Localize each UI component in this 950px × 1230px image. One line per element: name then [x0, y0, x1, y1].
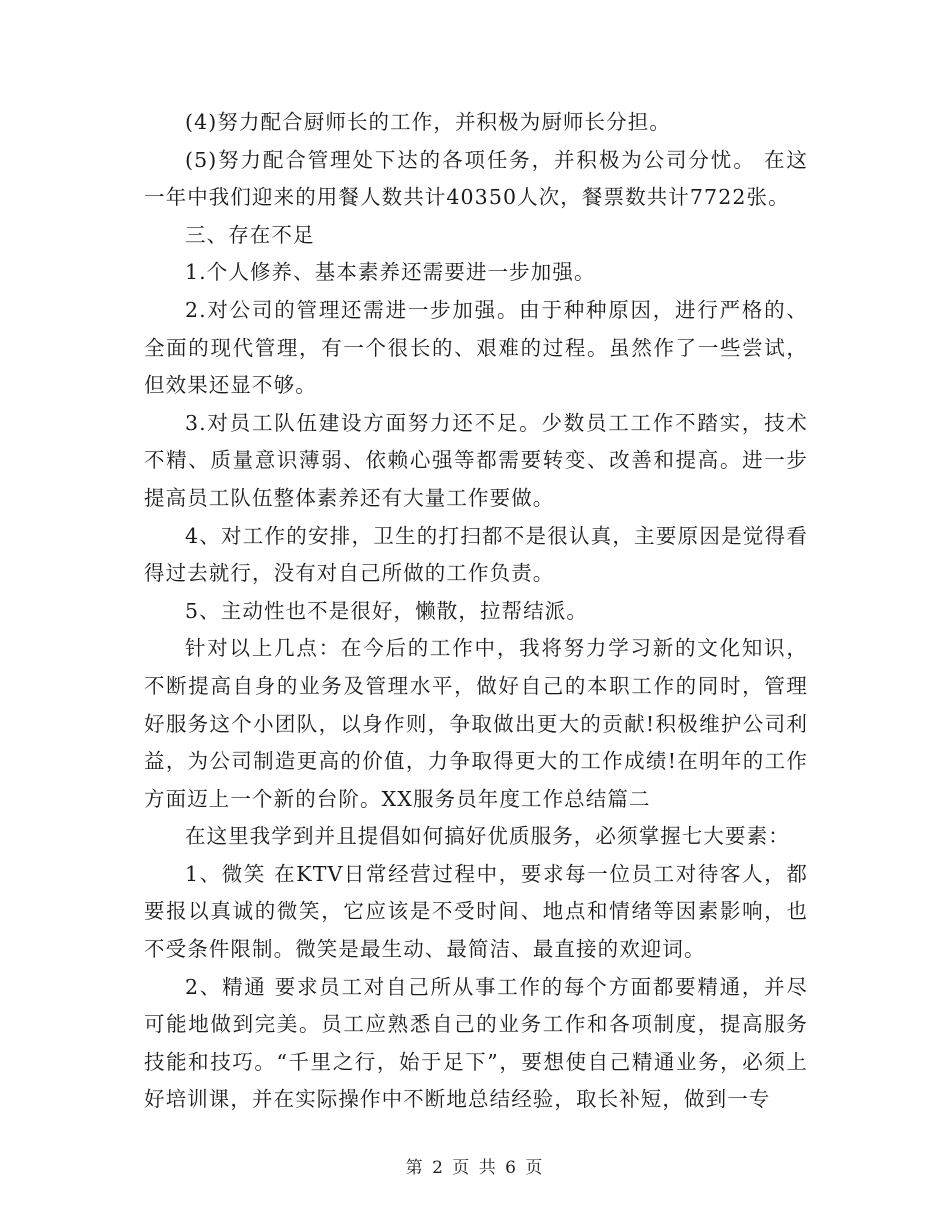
page-number-footer: 第 2 页 共 6 页 [405, 1158, 545, 1178]
section-heading-shortcomings: 三、存在不足 [185, 222, 315, 247]
paragraph-duty-5: (5)努力配合管理处下达的各项任务，并积极为公司分忧。 在这一年中我们迎来的用餐人数共计40350人次，餐票数共计7722张。 [144, 147, 808, 210]
document-body [144, 104, 808, 1119]
paragraph-shortcoming-5: 5、主动性也不是很好，懒散，拉帮结派。 [185, 598, 588, 623]
paragraph-element-smile: 1、微笑 在KTV日常经营过程中，要求每一位员工对待客人，都要报以真诚的微笑，它应该是不受时间、地点和情绪等因素影响，也不受条件限制。微笑是最生动、最简洁、最直接的欢迎词。 [144, 861, 808, 962]
paragraph-improvement-plan: 针对以上几点：在今后的工作中，我将努力学习新的文化知识，不断提高自身的业务及管理水平，做好自己的本职工作的同时，管理好服务这个小团队，以身作则，争取做出更大的贡献!积极维护公司利益，为公司制造更高的价值，力争取得更大的工作成绩!在明年的工作方面迈上一个新的台阶。XX服务员年度工作总结篇二 [144, 636, 808, 811]
paragraph-seven-elements-intro: 在这里我学到并且提倡如何搞好优质服务，必须掌握七大要素： [185, 824, 790, 849]
paragraph-element-proficiency: 2、精通 要求员工对自己所从事工作的每个方面都要精通，并尽可能地做到完美。员工应熟悉自己的业务工作和各项制度，提高服务技能和技巧。“千里之行，始于足下”，要想使自己精通业务，必须上好培训课，并在实际操作中不断地总结经验，取长补短，做到一专 [144, 974, 808, 1112]
paragraph-shortcoming-1: 1.个人修养、基本素养还需要进一步加强。 [185, 260, 596, 285]
paragraph-shortcoming-3: 3.对员工队伍建设方面努力还不足。少数员工工作不踏实，技术不精、质量意识薄弱、依赖心强等都需要转变、改善和提高。进一步提高员工队伍整体素养还有大量工作要做。 [144, 410, 808, 510]
paragraph-shortcoming-2: 2.对公司的管理还需进一步加强。由于种种原因，进行严格的、全面的现代管理，有一个很长的、艰难的过程。虽然作了一些尝试，但效果还显不够。 [144, 297, 808, 398]
paragraph-shortcoming-4: 4、对工作的安排，卫生的打扫都不是很认真，主要原因是觉得看得过去就行，没有对自己所做的工作负责。 [144, 523, 808, 586]
paragraph-duty-4: (4)努力配合厨师长的工作，并积极为厨师长分担。 [185, 110, 671, 134]
